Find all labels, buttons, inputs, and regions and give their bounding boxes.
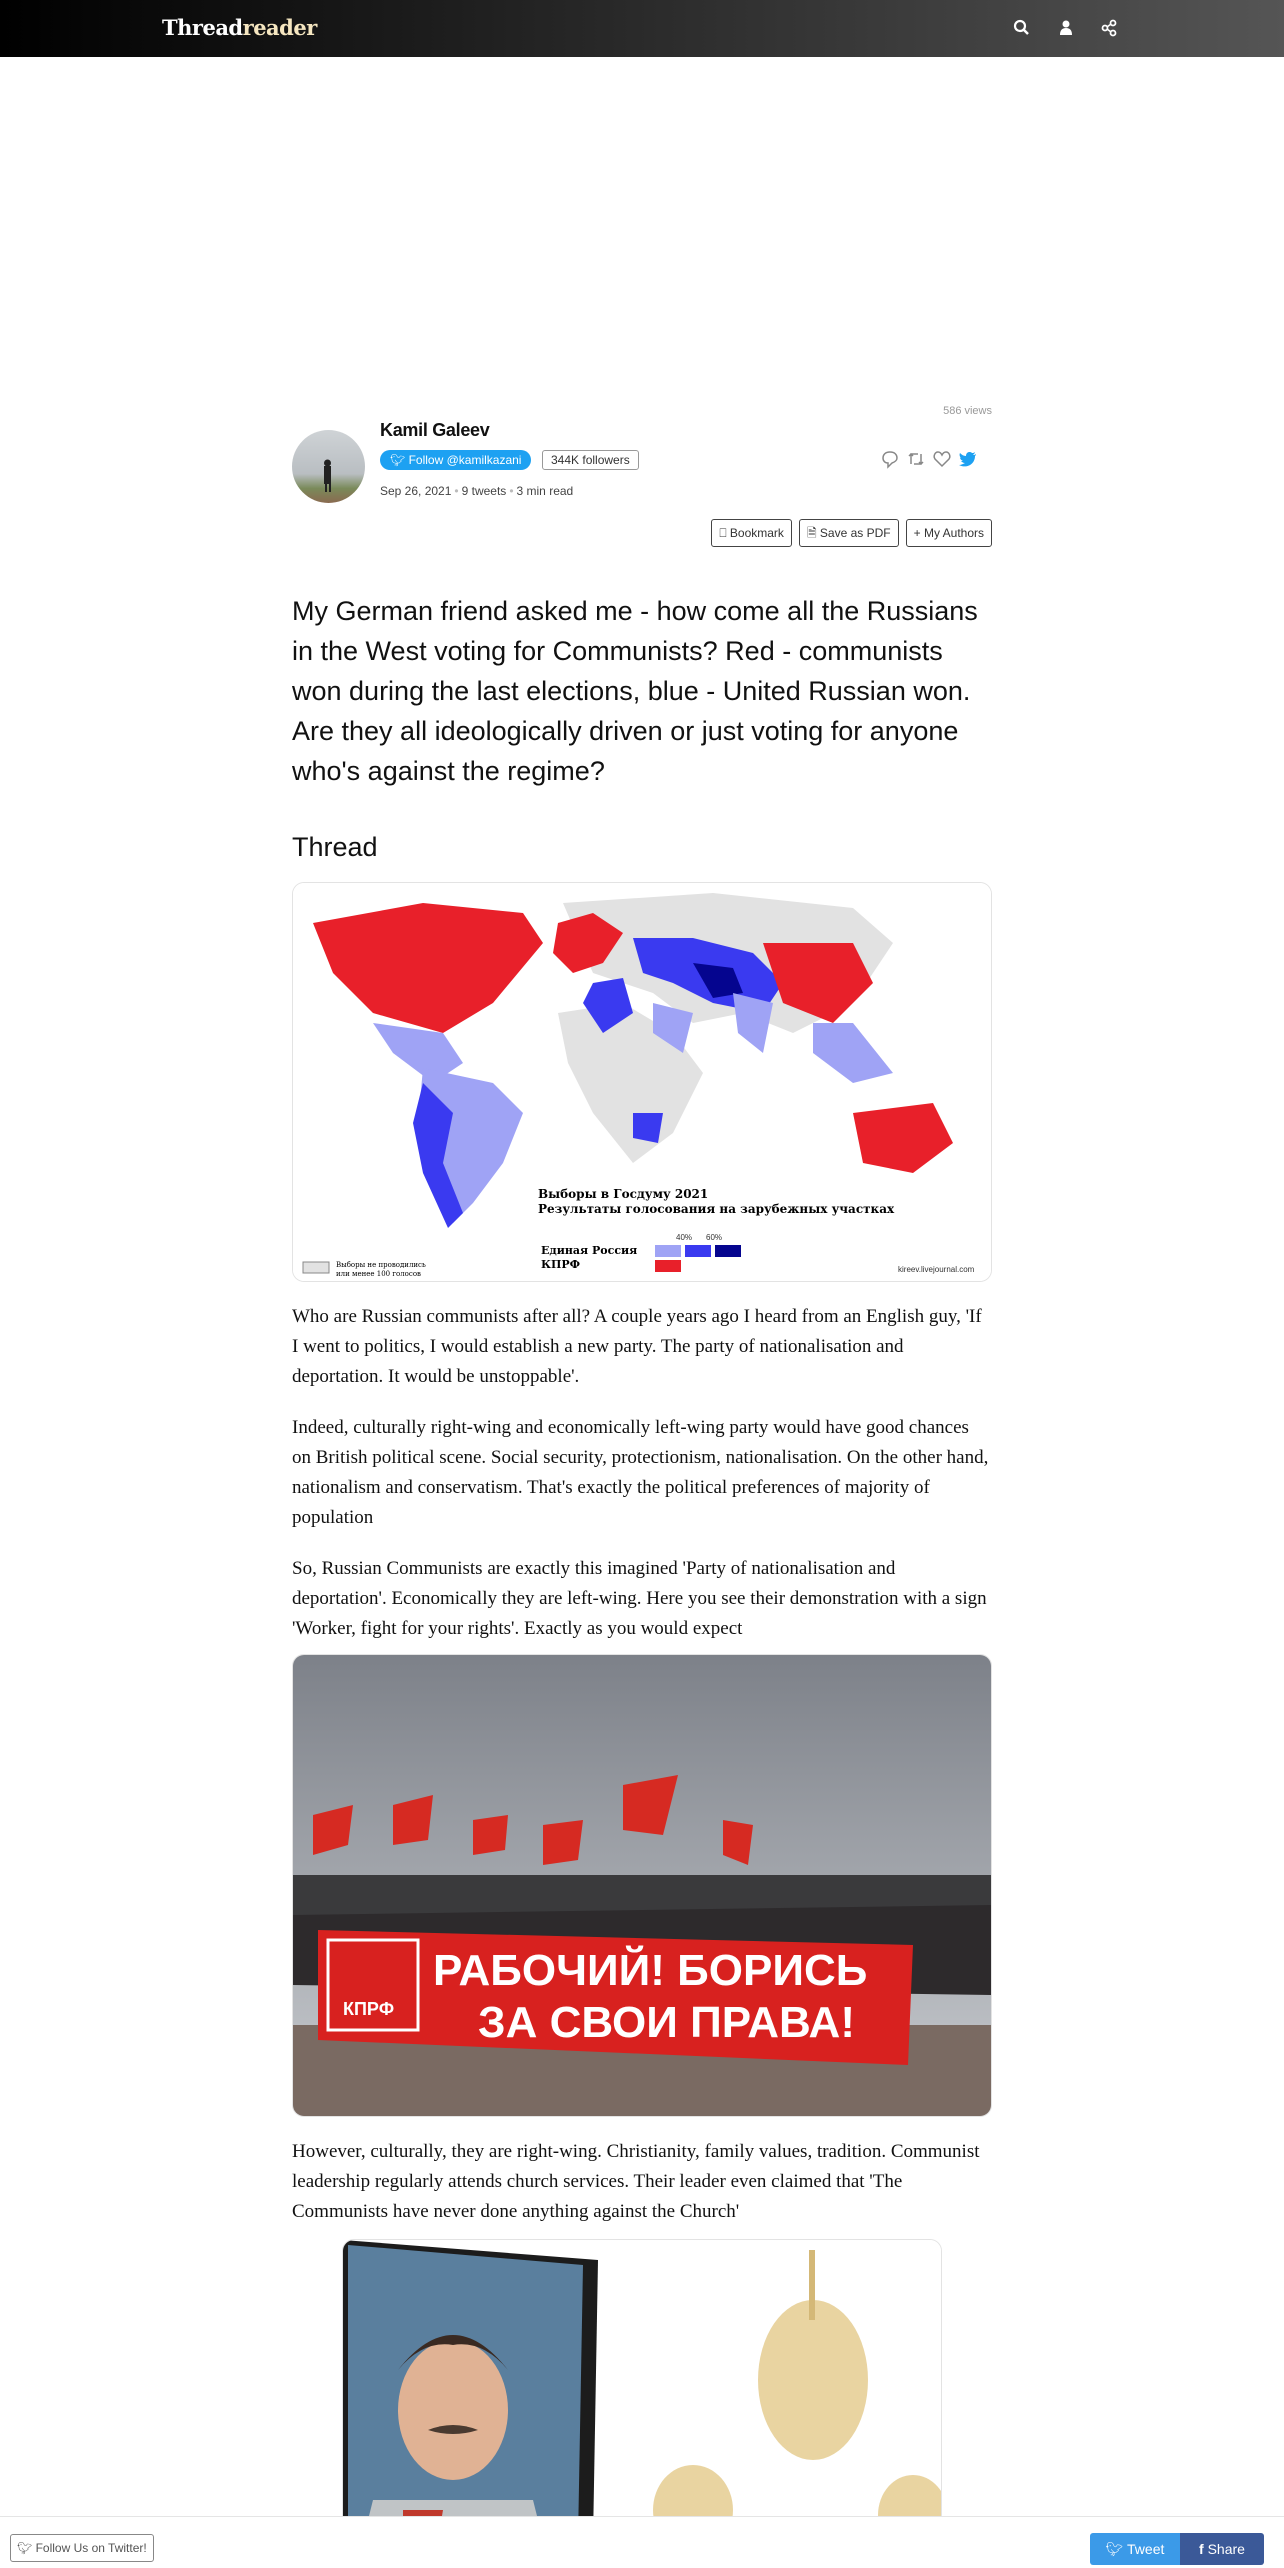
threadreader-logo[interactable]: Threadreader [162, 15, 317, 40]
share-icon[interactable] [1099, 18, 1119, 38]
view-count: 586 views [943, 405, 992, 417]
svg-text:60%: 60% [706, 1233, 723, 1242]
follow-button[interactable]: 🐦︎ Follow @kamilkazani [380, 450, 531, 470]
top-navbar [0, 0, 1284, 57]
avatar[interactable] [292, 430, 365, 503]
demonstration-photo[interactable] [292, 1654, 992, 2117]
bottom-share-bar [0, 2516, 1284, 2568]
tweet-text: Indeed, culturally right-wing and economically left-wing party would have good chances on British political scene. Social security, protectionism, nationalisation. On the other hand, nationalism and conservatism. That's exactly the political preferences of majority of population [292, 1417, 989, 1528]
my-authors-button[interactable]: + My Authors [906, 519, 992, 547]
twitter-icon[interactable] [958, 449, 978, 469]
tweet-text: However, culturally, they are right-wing. Christianity, family values, tradition. Communist leadership regularly attends church services. Their leader even claimed that 'The Communists have never done anything against the Church' [292, 2141, 980, 2222]
user-icon[interactable] [1056, 18, 1076, 38]
facebook-icon: f [1199, 2541, 1208, 2557]
svg-text:40%: 40% [676, 1233, 693, 1242]
plus-icon: + [913, 526, 924, 540]
pdf-icon: 🗎︎ [806, 526, 820, 540]
search-icon[interactable] [1012, 18, 1032, 38]
thread-heading: Thread [292, 832, 378, 862]
legend-swatch-ur-light [655, 1245, 681, 1257]
election-map-image[interactable] [292, 882, 992, 1282]
twitter-icon: 🐦︎ [390, 453, 409, 467]
svg-text:Выборы не проводились: Выборы не проводились [336, 1261, 426, 1269]
author-name[interactable]: Kamil Galeev [380, 420, 490, 440]
svg-text:РАБОЧИЙ! БОРИСЬ: РАБОЧИЙ! БОРИСЬ [433, 1946, 868, 1995]
svg-text:КПРФ: КПРФ [343, 1999, 395, 2019]
tweet-text: So, Russian Communists are exactly this imagined 'Party of nationalisation and deportation'. Economically they are left-wing. Here you see their demonstration with a sign 'Worker, fight for your rights'. Exactly as you would expect [292, 1558, 987, 1639]
facebook-share-button[interactable]: f Share [1180, 2533, 1264, 2565]
svg-text:или менее 100 голосов: или менее 100 голосов [336, 1270, 421, 1278]
thread-action-buttons [711, 519, 992, 547]
svg-text:ЗА СВОИ ПРАВА!: ЗА СВОИ ПРАВА! [478, 1998, 855, 2047]
retweet-icon[interactable] [906, 449, 926, 469]
svg-text:kireev.livejournal.com: kireev.livejournal.com [898, 1265, 975, 1274]
map-title-1: Выборы в Госдуму 2021 [538, 1187, 709, 1201]
tweet-share-button[interactable]: 🐦︎ Tweet [1090, 2533, 1180, 2565]
legend-swatch-ur-mid [685, 1245, 711, 1257]
svg-text:Единая Россия: Единая Россия [541, 1244, 638, 1257]
tweet-actions [880, 449, 978, 469]
like-icon[interactable] [932, 449, 952, 469]
bookmark-button[interactable]: ⎕ Bookmark [711, 519, 792, 547]
map-title-2: Результаты голосования на зарубежных участках [538, 1202, 895, 1216]
save-pdf-button[interactable]: 🗎︎ Save as PDF [799, 519, 899, 547]
bookmark-icon: ⎕ [719, 526, 730, 540]
svg-text:КПРФ: КПРФ [541, 1258, 581, 1271]
thread-meta: Sep 26, 2021 • 9 tweets • 3 min read [380, 484, 574, 498]
legend-swatch-ur-dark [715, 1245, 741, 1257]
legend-swatch-kprf [655, 1260, 681, 1272]
tweet-text: Who are Russian communists after all? A couple years ago I heard from an English guy, 'If I went to politics, I would establish a new party. The party of nationalisation and deportation. It would be unstoppable'. [292, 1306, 982, 1387]
follow-us-twitter-button[interactable]: 🐦︎ Follow Us on Twitter! [10, 2534, 154, 2562]
twitter-icon: 🐦︎ [1105, 2541, 1128, 2557]
thread-first-tweet: My German friend asked me - how come all the Russians in the West voting for Communists? Red - communists won during the last elections, blue - United Russian won. Are they all ideologically driven or just voting for anyone who's against the regime? [292, 596, 978, 786]
stalin-church-image[interactable] [342, 2239, 942, 2539]
legend-swatch-none [303, 1262, 329, 1273]
followers-count: 344K followers [542, 450, 639, 470]
twitter-icon: 🐦︎ [17, 2541, 36, 2555]
reply-icon[interactable] [880, 449, 900, 469]
